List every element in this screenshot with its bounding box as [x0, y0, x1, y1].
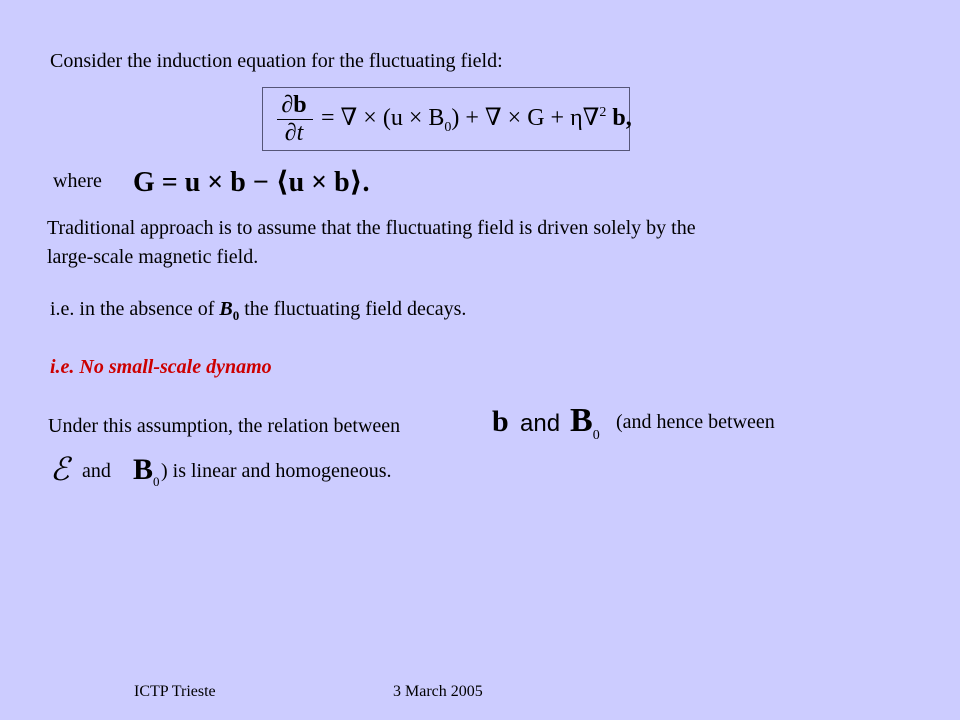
- footer-right: 3 March 2005: [393, 683, 483, 700]
- induction-equation-box: [262, 87, 630, 151]
- B0-symbol-2-sub: 0: [153, 474, 160, 489]
- footer-left: ICTP Trieste: [134, 683, 216, 700]
- B0-symbol-1: [570, 402, 600, 444]
- eq-rhs-tail: b,: [606, 105, 632, 131]
- emf-symbol: ℰ: [50, 451, 70, 487]
- eq-rhs: [321, 103, 632, 136]
- b-symbol: b: [492, 405, 509, 438]
- ie-prefix: i.e. in the absence of: [50, 298, 220, 320]
- ie-B: B: [219, 298, 233, 320]
- and-word: and: [520, 410, 561, 437]
- ie-suffix: the fluctuating field decays.: [239, 298, 467, 320]
- hence-text: (and hence between: [616, 411, 775, 433]
- intro-text: Consider the induction equation for the fluctuating field:: [50, 50, 503, 72]
- eq-rhs-part1: = ∇ × (u × B: [321, 105, 445, 131]
- ie-absence-line: [50, 298, 466, 324]
- eq-rhs-sub: 0: [444, 119, 452, 135]
- linear-text: ) is linear and homogeneous.: [161, 460, 392, 482]
- where-label: where: [53, 170, 102, 192]
- B0-symbol-1-sub: 0: [592, 427, 600, 443]
- and-small: and: [82, 460, 111, 482]
- under-assumption-text: Under this assumption, the relation between: [48, 415, 401, 437]
- ie-sub: 0: [232, 308, 240, 323]
- traditional-line-1: Traditional approach is to assume that the fluctuating field is driven solely by the: [47, 217, 696, 239]
- no-dynamo-text: i.e. No small-scale dynamo: [50, 356, 272, 378]
- B0-symbol-1-main: B: [570, 402, 593, 439]
- G-definition: G = u × b − ⟨u × b⟩.: [133, 167, 370, 198]
- B0-symbol-2: [133, 453, 160, 490]
- eq-denominator: ∂t: [284, 120, 304, 146]
- B0-symbol-2-main: B: [133, 453, 154, 486]
- traditional-line-2: large-scale magnetic field.: [47, 246, 259, 268]
- eq-rhs-part2: ) + ∇ × G + η∇: [451, 105, 600, 131]
- eq-rhs-sup: 2: [599, 105, 607, 120]
- eq-numerator: ∂b: [281, 92, 307, 118]
